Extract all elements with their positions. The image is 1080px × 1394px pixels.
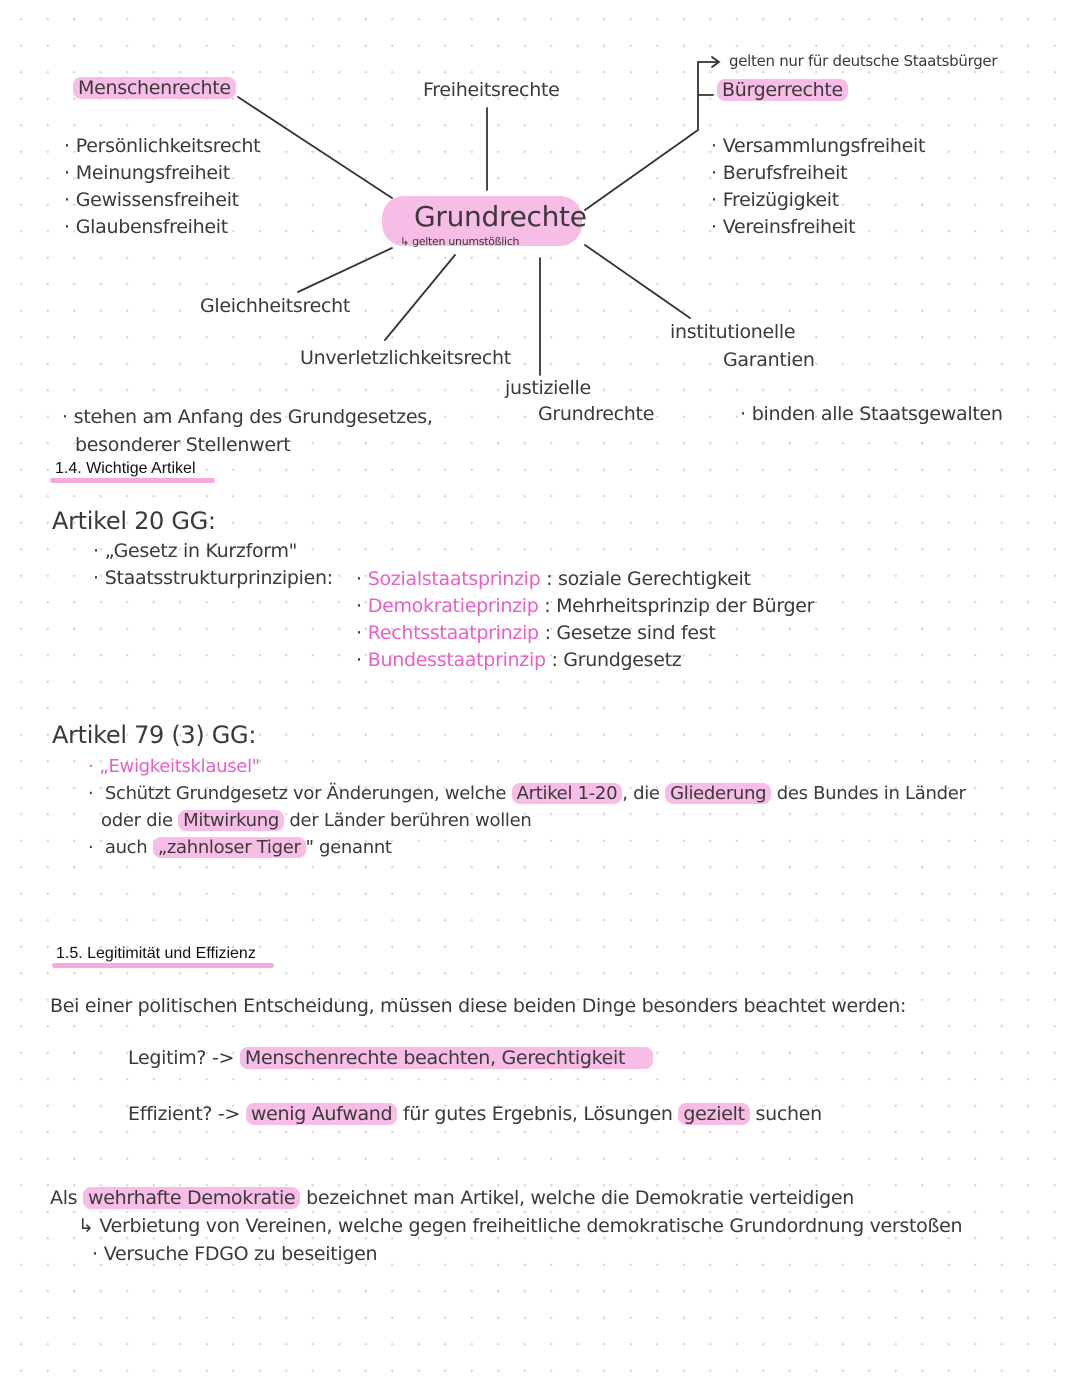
prinzip-item: [356, 620, 814, 647]
wehr-text: bezeichnet man Artikel, welche die Demokratie verteidigen: [306, 1187, 854, 1209]
prinzip-desc: : soziale Gerechtigkeit: [546, 568, 751, 590]
prinzip-item: [356, 593, 814, 620]
prinzipien-list: [356, 566, 814, 674]
list-item: · Freizügigkeit: [711, 187, 925, 214]
list-item: · Persönlichkeitsrecht: [64, 133, 260, 160]
list-item: · Vereinsfreiheit: [711, 214, 925, 241]
section-1-5-intro: Bei einer politischen Entscheidung, müssen diese beiden Dinge besonders beachtet werden:: [50, 995, 907, 1017]
wehr-line-2: ↳ Verbietung von Vereinen, welche gegen freiheitliche demokratische Grundordnung verstoßen: [78, 1215, 963, 1237]
note-right: [740, 403, 1003, 425]
heading-1-5-underline: [52, 963, 274, 968]
effizient-text: suchen: [755, 1103, 822, 1125]
highlight-aufwand: wenig Aufwand: [246, 1103, 397, 1125]
prinzip-item: [356, 566, 814, 593]
line-institutionelle: [585, 245, 690, 318]
art20-line-2: · Staatsstrukturprinzipien:: [93, 565, 333, 592]
list-item: · Versammlungsfreiheit: [711, 133, 925, 160]
art79-text: " genannt: [305, 837, 392, 858]
arrow-buergerrechte-note: [698, 62, 718, 95]
art79-text: Schützt Grundgesetz vor Änderungen, welche: [104, 783, 507, 804]
menschenrechte-title: Menschenrechte: [73, 77, 236, 99]
note-left: [62, 403, 433, 459]
art79-title: Artikel 79 (3) GG:: [52, 721, 257, 749]
buergerrechte-note: gelten nur für deutsche Staatsbürger: [729, 52, 998, 70]
art79-line-3: [88, 834, 966, 861]
effizient-line: [128, 1103, 822, 1125]
legitim-question: Legitim? ->: [128, 1047, 235, 1069]
effizient-question: Effizient? ->: [128, 1103, 241, 1125]
heading-1-4: 1.4. Wichtige Artikel: [55, 460, 196, 477]
effizient-text: für gutes Ergebnis, Lösungen: [403, 1103, 673, 1125]
highlight-gezielt: gezielt: [678, 1103, 749, 1125]
art79-line-2: [88, 807, 966, 834]
list-item: · Meinungsfreiheit: [64, 160, 260, 187]
wehr-text: Als: [50, 1187, 78, 1209]
justizielle-label-1: justizielle: [505, 377, 591, 399]
heading-1-5: 1.5. Legitimität und Effizienz: [56, 945, 256, 962]
menschenrechte-list: [64, 133, 260, 241]
wehr-text: · Versuche FDGO zu beseitigen: [92, 1243, 377, 1265]
note-right-text: · binden alle Staatsgewalten: [740, 403, 1003, 425]
art20-lines: [93, 538, 333, 592]
prinzip-name: Rechtsstaatprinzip: [367, 622, 539, 644]
heading-1-4-underline: [50, 478, 215, 483]
art79-text: des Bundes in Länder: [776, 783, 966, 804]
art79-text: auch: [104, 837, 148, 858]
institutionelle-label-2: Garantien: [723, 349, 815, 371]
list-item: · Berufsfreiheit: [711, 160, 925, 187]
list-item: · Glaubensfreiheit: [64, 214, 260, 241]
highlight-artikel: Artikel 1-20: [512, 783, 623, 804]
highlight-gliederung: Gliederung: [665, 783, 771, 804]
prinzip-name: Demokratieprinzip: [367, 595, 539, 617]
legitim-line: [128, 1047, 653, 1069]
highlight-legitim: Menschenrechte beachten, Gerechtigkeit: [240, 1047, 653, 1069]
note-left-line-2: besonderer Stellenwert: [75, 434, 291, 456]
unverletzlichkeitsrecht-label: Unverletzlichkeitsrecht: [300, 347, 511, 369]
wehr-line-1: [50, 1184, 962, 1212]
line-gleichheitsrecht: [298, 248, 392, 292]
highlight-zahnloser-tiger: „zahnloser Tiger: [153, 837, 306, 858]
grundrechte-center: Grundrechte: [414, 200, 587, 233]
highlight-mitwirkung: Mitwirkung: [178, 810, 284, 831]
line-unverletzlichkeitsrecht: [385, 255, 455, 340]
gleichheitsrecht-label: Gleichheitsrecht: [200, 295, 351, 317]
list-item: · Gewissensfreiheit: [64, 187, 260, 214]
buergerrechte-list: [711, 133, 925, 241]
art79-text: der Länder berühren wollen: [289, 810, 532, 831]
wehrhafte-demokratie-block: [50, 1184, 962, 1268]
art79-line-1: [88, 780, 966, 807]
art79-lines: [88, 753, 966, 861]
institutionelle-label-1: institutionelle: [670, 321, 796, 343]
line-buergerrechte: [585, 95, 713, 210]
prinzip-desc: : Gesetze sind fest: [544, 622, 716, 644]
art79-text: , die: [622, 783, 660, 804]
prinzip-name: Sozialstaatsprinzip: [367, 568, 541, 590]
art79-klausel: · „Ewigkeitsklausel": [88, 753, 966, 780]
prinzip-item: [356, 647, 814, 674]
art20-line-1: · „Gesetz in Kurzform": [93, 538, 333, 565]
justizielle-label-2: Grundrechte: [538, 403, 655, 425]
prinzip-name: Bundesstaatprinzip: [367, 649, 546, 671]
freiheitsrechte-label: Freiheitsrechte: [423, 79, 560, 101]
line-menschenrechte: [238, 97, 392, 198]
grundrechte-note: ↳ gelten unumstößlich: [400, 235, 520, 248]
highlight-wehrhafte-demokratie: wehrhafte Demokratie: [83, 1187, 300, 1209]
prinzip-desc: : Mehrheitsprinzip der Bürger: [544, 595, 815, 617]
art79-text: oder die: [101, 810, 173, 831]
art20-title: Artikel 20 GG:: [52, 507, 216, 535]
note-left-line-1: · stehen am Anfang des Grundgesetzes,: [62, 403, 433, 431]
buergerrechte-title: Bürgerrechte: [717, 79, 848, 101]
prinzip-desc: : Grundgesetz: [551, 649, 682, 671]
wehr-line-3: [50, 1240, 962, 1268]
